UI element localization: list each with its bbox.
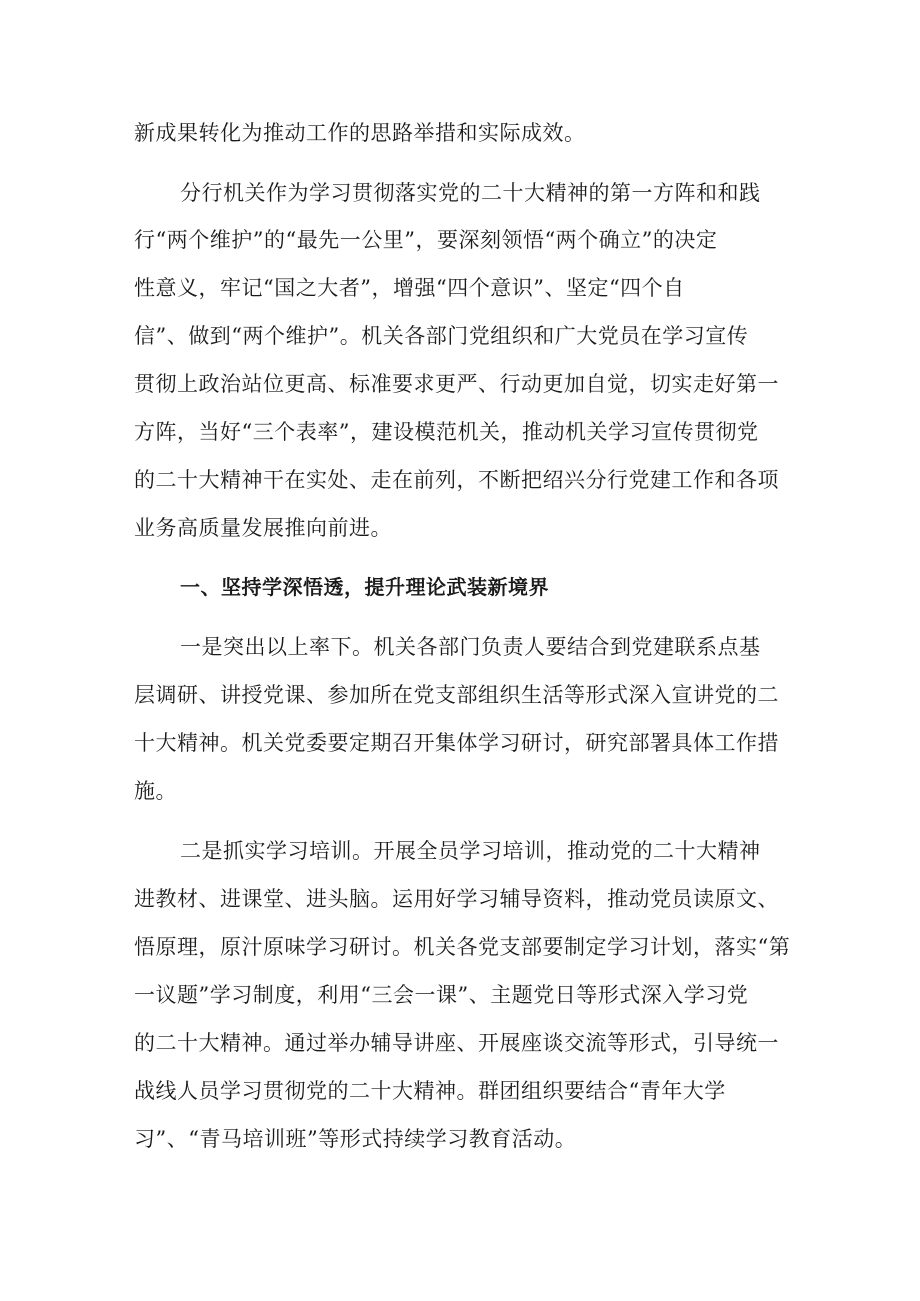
paragraph-line: 业务高质量发展推向前进。 [134,516,392,540]
paragraph-line: 施。 [134,779,177,803]
paragraph-line: 一议题”学习制度，利用“三会一课”、主题党日等形式深入学习党 [134,983,749,1007]
paragraph-line: 贯彻上政治站位更高、标准要求更严、行动更加自觉，切实走好第一 [134,372,779,396]
paragraph-line: 性意义，牢记“国之大者”，增强“四个意识”、坚定“四个自 [134,276,685,300]
paragraph-line: 新成果转化为推动工作的思路举措和实际成效。 [134,121,586,145]
paragraph-line: 悟原理，原汁原味学习研讨。机关各党支部要制定学习计划，落实“第 [134,935,791,959]
paragraph-line: 十大精神。机关党委要定期召开集体学习研讨，研究部署具体工作措 [134,731,779,755]
paragraph-line: 习”、“青马培训班”等形式持续学习教育活动。 [134,1127,577,1151]
paragraph-line: 二是抓实学习培训。开展全员学习培训，推动党的二十大精神 [180,839,761,863]
paragraph-line: 行“两个维护”的“最先一公里”，要深刻领悟“两个确立”的决定 [134,228,718,252]
paragraph-line: 战线人员学习贯彻党的二十大精神。群团组织要结合“青年大学 [134,1079,726,1103]
paragraph-line: 层调研、讲授党课、参加所在党支部组织生活等形式深入宣讲党的二 [134,683,779,707]
paragraph-line: 进教材、进课堂、进头脑。运用好学习辅导资料，推动党员读原文、 [134,887,779,911]
paragraph-line: 一是突出以上率下。机关各部门负责人要结合到党建联系点基 [180,635,761,659]
paragraph-line: 方阵，当好“三个表率”，建设模范机关，推动机关学习宣传贯彻党 [134,420,759,444]
paragraph-line: 分行机关作为学习贯彻落实党的二十大精神的第一方阵和和践 [180,181,761,205]
paragraph-line: 信”、做到“两个维护”。机关各部门党组织和广大党员在学习宣传 [134,324,749,348]
section-heading: 一、坚持学深悟透，提升理论武装新境界 [180,575,549,599]
paragraph-line: 的二十大精神干在实处、走在前列，不断把绍兴分行党建工作和各项 [134,468,779,492]
paragraph-line: 的二十大精神。通过举办辅导讲座、开展座谈交流等形式，引导统一 [134,1031,779,1055]
